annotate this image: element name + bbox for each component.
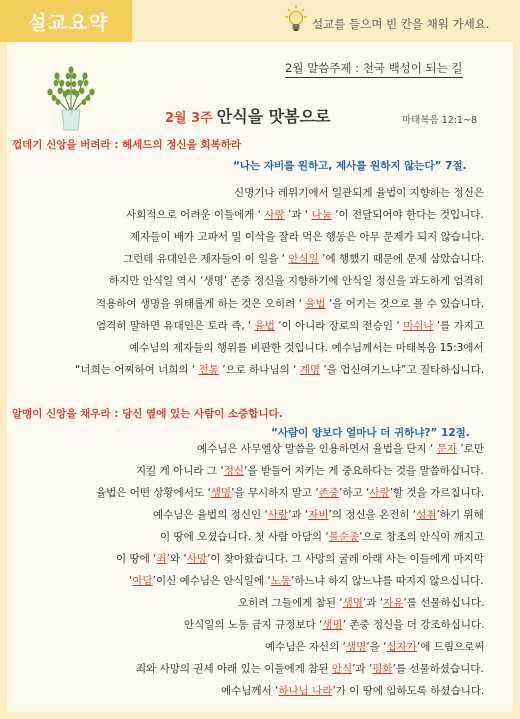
body-text: ’를 선물하셨습니다. <box>392 663 484 675</box>
body-text: ’하느냐 하지 않느냐를 따지지 않으십니다. <box>291 575 484 587</box>
fill-in-answer: 사망 <box>186 553 208 565</box>
body-text: 오히려 그들에게 참된 ‘ <box>238 597 343 609</box>
fill-in-answer: 생명 <box>342 597 363 609</box>
body-text: ’과 ‘ <box>288 509 309 521</box>
header-bar <box>0 0 520 42</box>
body-text: 하지만 안식일 역시 ‘생명’ 존중 정신을 지향하기에 안식일 정신을 과도하게 엄격히 <box>109 275 484 288</box>
fill-in-answer: 율법 <box>254 319 275 332</box>
body-text: ’의 정신을 온전히 ‘ <box>328 509 417 521</box>
body-text: ’을 무시하지 말고 ‘ <box>231 487 319 499</box>
section1-line <box>75 362 484 377</box>
body-text: ’할 것을 가르칩니다. <box>389 487 485 499</box>
section1-line <box>130 229 484 244</box>
plant-in-vase-illustration <box>45 62 97 132</box>
body-text: ‘ <box>129 575 133 587</box>
sermon-card <box>7 42 513 712</box>
fill-in-answer: 미쉬나 <box>403 319 434 332</box>
section2-line <box>265 639 484 654</box>
header-subtitle: 설교를 들으며 빈 칸을 채워 가세요. <box>312 17 490 31</box>
fill-in-answer: 생명 <box>322 619 343 631</box>
section2-quote: “사람이 양보다 얼마나 더 귀하냐?” 12절. <box>271 427 470 439</box>
section1-line <box>123 251 484 266</box>
section1-line <box>234 185 484 200</box>
fill-in-answer: 나눔 <box>311 209 332 222</box>
fill-in-answer: 죄 <box>156 553 167 565</box>
fill-in-answer: 존중 <box>318 487 340 499</box>
fill-in-answer: 자유 <box>383 597 404 609</box>
section1-line <box>96 318 484 333</box>
body-text: ’하고 ‘ <box>339 487 370 499</box>
body-text: ’과 ‘ <box>362 597 384 609</box>
body-text: ’과 ‘ <box>352 663 373 675</box>
fill-in-answer: 안식일 <box>288 253 319 266</box>
section2-line <box>116 551 484 566</box>
section2-heading: 알맹이 신앙을 채우라 : 당신 옆에 있는 사람이 소중합니다. <box>12 408 283 420</box>
body-text: ’ 존중 정신을 더 강조하십니다. <box>342 619 485 631</box>
body-text: ’하기 위해 <box>436 509 484 521</box>
sermon-title <box>165 104 331 127</box>
header-tab-label: 설교요약 <box>0 0 132 42</box>
fill-in-answer: 안식 <box>331 663 353 675</box>
body-text: ’과 ‘ <box>284 209 312 222</box>
section1-heading: 껍데기 신앙을 버려라 : 헤세드의 정신을 회복하라 <box>12 139 241 151</box>
body-text: ’를 선물하십니다. <box>403 597 485 609</box>
body-text: 지킬 게 아니라 그 ‘ <box>136 465 224 477</box>
fill-in-answer: 자비 <box>308 509 329 521</box>
fill-in-answer: 생명 <box>210 487 232 499</box>
fill-in-answer: 사랑 <box>267 509 289 521</box>
body-text: ’으로 하나님의 ‘ <box>218 363 300 376</box>
lightbulb-icon <box>285 4 307 36</box>
body-text: 예수님은 율법의 정신인 ‘ <box>153 509 268 521</box>
body-text: 예수님께서 ‘ <box>221 685 279 697</box>
scripture-reference: 마태복음 12:1~8 <box>402 115 478 126</box>
fill-in-answer: 계명 <box>299 363 321 376</box>
body-text: ’를 가지고 <box>433 319 485 332</box>
section2-line <box>221 683 484 698</box>
section1-quote: “나는 자비를 원하고, 제사를 원하지 않는다” 7절. <box>233 160 467 172</box>
sermon-week: 2월 3주 <box>165 111 213 126</box>
body-text: ’이 아니라 장로의 전승인 ‘ <box>274 319 403 332</box>
section1-line <box>126 207 484 222</box>
section2-line <box>238 595 484 610</box>
body-text: ’가 이 땅에 임하도록 하셨습니다. <box>332 685 485 697</box>
body-text: 이 땅에 ‘ <box>116 553 157 565</box>
body-text: ’에 행했기 때문에 문제 삼았습니다. <box>318 253 485 266</box>
sermon-title-text: 안식을 맛봄으로 <box>216 107 331 126</box>
fill-in-answer: 평화 <box>372 663 393 675</box>
body-text: 신명기나 레위기에서 일관되게 율법이 지향하는 정신은 <box>234 187 484 199</box>
fill-in-answer: 생명 <box>346 641 367 653</box>
body-text: 사회적으로 어려운 이들에게 ‘ <box>126 209 265 222</box>
body-text: 율법은 어떤 상황에서도 ‘ <box>96 487 211 499</box>
section1-line <box>129 340 484 355</box>
body-text: ’로만 <box>457 443 484 455</box>
section2-line <box>197 441 484 456</box>
body-text: 이 땅에 오셨습니다. 첫 사람 아담의 ‘ <box>160 531 329 543</box>
fill-in-answer: 하나님 나라 <box>278 685 333 697</box>
section1-line <box>96 296 484 311</box>
body-text: ’이 전달되어야 한다는 것입니다. <box>331 209 484 222</box>
fill-in-answer: 율법 <box>305 297 326 310</box>
fill-in-answer: 사랑 <box>264 209 285 222</box>
body-text: ’을 ‘ <box>366 641 387 653</box>
body-text: ’으로 창조의 안식이 깨지고 <box>359 531 485 543</box>
section2-line <box>129 573 484 588</box>
body-text: 예수님의 제자들의 행위를 비판한 것입니다. 예수님께서는 마태복음 15:3에서 <box>129 341 484 354</box>
body-text: 예수님은 사무엘상 말씀을 인용하면서 율법을 단지 ‘ <box>197 443 437 455</box>
monthly-theme: 2월 말씀주제 : 천국 백성이 되는 길 <box>285 60 463 78</box>
fill-in-answer: 성취 <box>416 509 437 521</box>
fill-in-answer: 사랑 <box>369 487 390 499</box>
fill-in-answer: 전통 <box>198 363 219 376</box>
section2-line <box>136 463 484 478</box>
section2-line <box>184 617 484 632</box>
body-text: 엄격히 말하면 유대인은 토라 즉, ‘ <box>96 319 255 332</box>
body-text: “너희는 어찌하여 너희의 ‘ <box>75 363 199 376</box>
body-text: ’에 드림으로써 <box>416 641 485 653</box>
fill-in-answer: 아담 <box>132 575 153 587</box>
section2-line <box>96 485 484 500</box>
body-text: 제자들이 배가 고파서 밀 이삭을 잘라 먹은 행동은 아무 문제가 되지 않습니다. <box>130 231 485 244</box>
body-text: 예수님은 자신의 ‘ <box>265 641 347 653</box>
body-text: 적용하여 생명을 위태롭게 하는 것은 오히려 ‘ <box>96 297 306 310</box>
fill-in-answer: 불순종 <box>328 531 360 543</box>
fill-in-answer: 노동 <box>270 575 292 587</box>
section2-line <box>160 529 484 544</box>
body-text: ’이신 예수님은 안식일에 ‘ <box>152 575 271 587</box>
body-text: ’와 ‘ <box>166 553 187 565</box>
fill-in-answer: 문자 <box>436 443 458 455</box>
section1-line <box>109 273 484 288</box>
body-text: ’을 어기는 것으로 볼 수 있습니다. <box>325 297 485 310</box>
section2-line <box>136 661 484 676</box>
body-text: ’을 받들어 지키는 게 중요하다는 것을 말씀하십니다. <box>244 465 484 477</box>
body-text: 그런데 유대인은 제자들이 이 일을 ‘ <box>123 253 289 266</box>
body-text: ’이 찾아왔습니다. 그 사망의 굴레 아래 사는 이들에게 마지막 <box>207 553 484 565</box>
body-text: 죄와 사망의 권세 아래 있는 이들에게 참된 <box>136 663 332 675</box>
fill-in-answer: 정신 <box>223 465 244 477</box>
body-text: 안식일의 노동 금지 규정보다 ‘ <box>184 619 323 631</box>
fill-in-answer: 십자가 <box>386 641 417 653</box>
section2-line <box>153 507 484 522</box>
body-text: ’을 업신여기느냐”고 질타하십니다. <box>320 363 485 376</box>
